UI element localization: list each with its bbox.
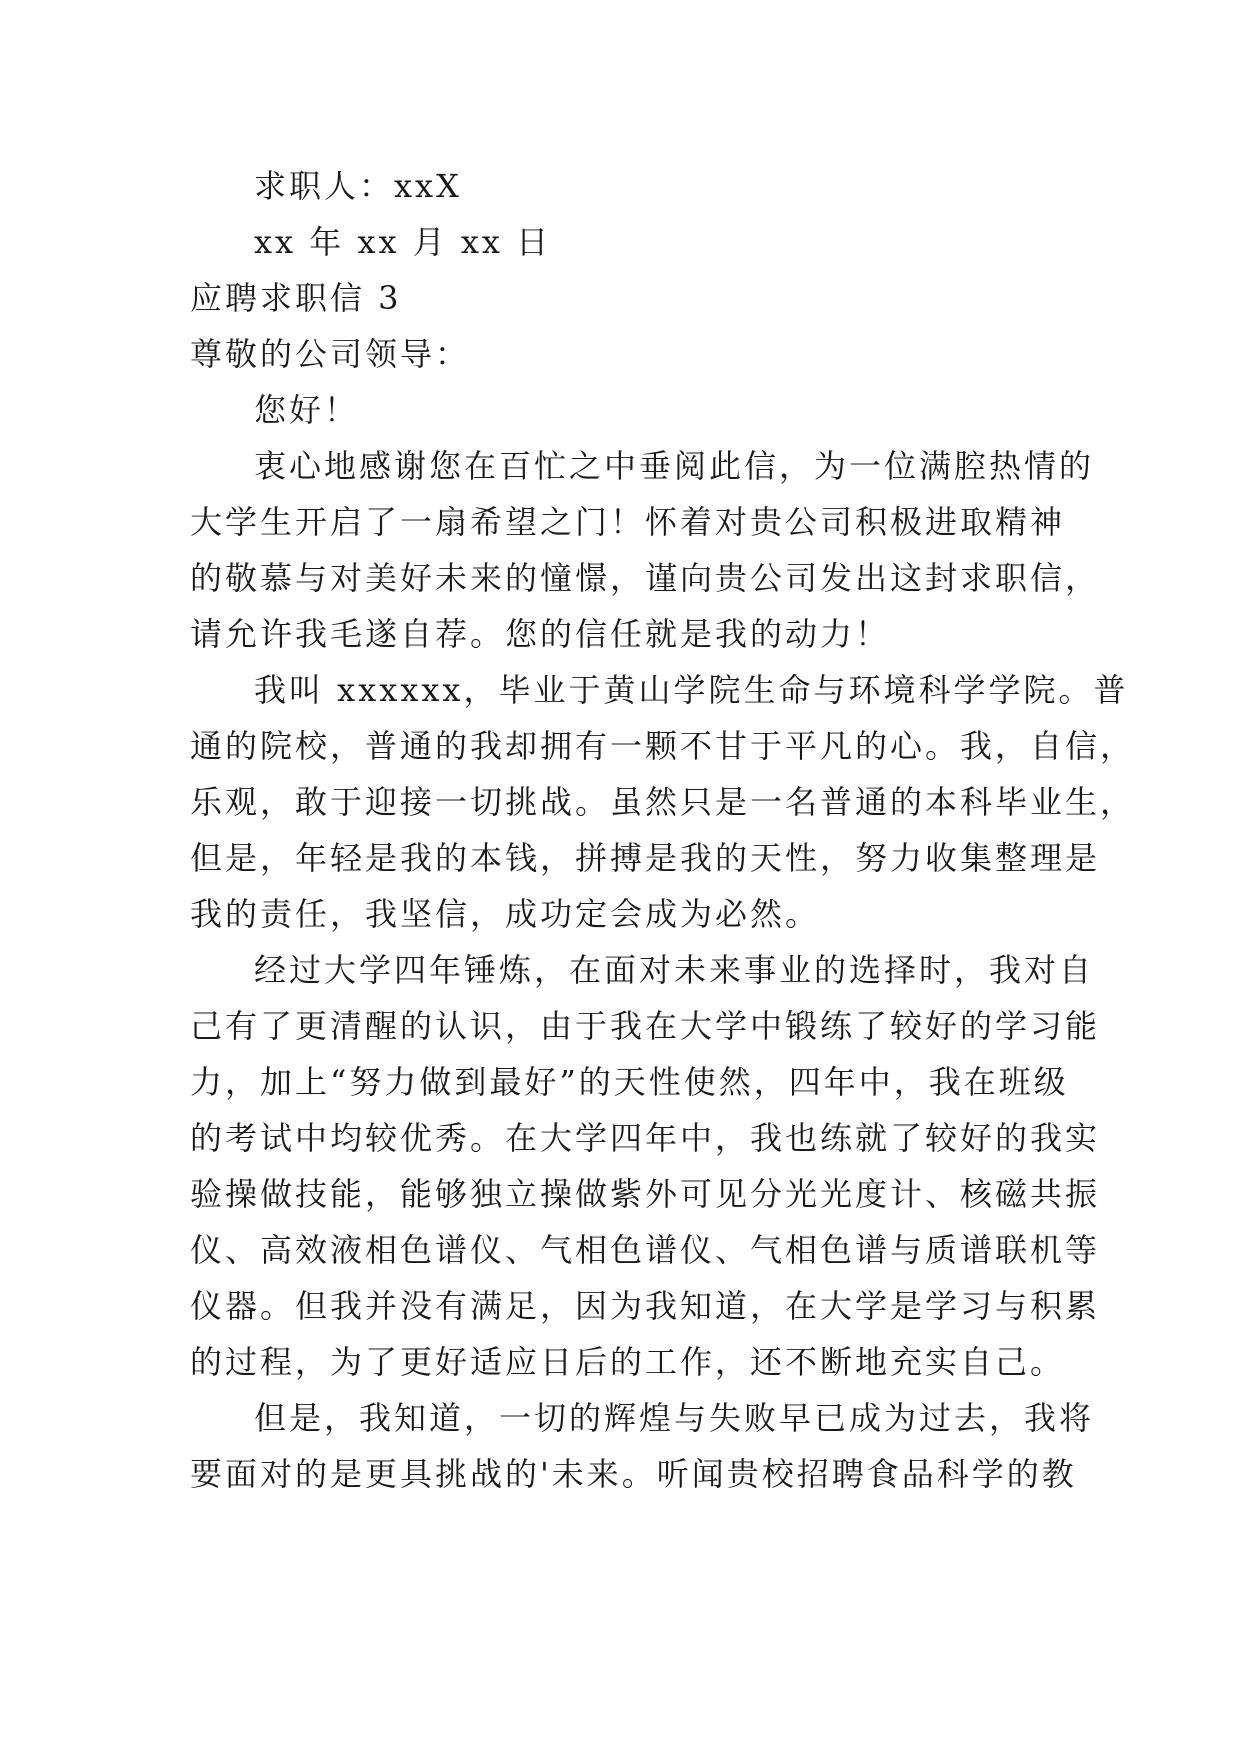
paragraph-line: 经过大学四年锤炼，在面对未来事业的选择时，我对自	[254, 951, 1095, 989]
paragraph-line: 的考试中均较优秀。在大学四年中，我也练就了较好的我实	[190, 1119, 1101, 1157]
paragraph-line: 乐观，敢于迎接一切挑战。虽然只是一名普通的本科毕业生，	[190, 783, 1136, 821]
paragraph-line: 但是，年轻是我的本钱，拼搏是我的天性，努力收集整理是	[190, 839, 1101, 877]
paragraph-line: 仪、高效液相色谱仪、气相色谱仪、气相色谱与质谱联机等	[190, 1231, 1101, 1269]
paragraph-line: 但是，我知道，一切的辉煌与失败早已成为过去，我将	[254, 1399, 1095, 1437]
letter-greeting: 您好！	[254, 391, 360, 429]
paragraph-line: 己有了更清醒的认识，由于我在大学中锻练了较好的学习能	[190, 1007, 1101, 1045]
paragraph-line: 要面对的是更具挑战的'未来。听闻贵校招聘食品科学的教	[190, 1455, 1077, 1493]
paragraph-line: 大学生开启了一扇希望之门！怀着对贵公司积极进取精神	[190, 503, 1066, 541]
paragraph-line: 的过程，为了更好适应日后的工作，还不断地充实自己。	[190, 1343, 1066, 1381]
paragraph-line: 验操做技能，能够独立操做紫外可见分光光度计、核磁共振	[190, 1175, 1101, 1213]
letter-salutation: 尊敬的公司领导：	[190, 335, 471, 373]
paragraph-line: 我的责任，我坚信，成功定会成为必然。	[190, 895, 821, 933]
applicant-signature: 求职人：xxX	[254, 167, 462, 205]
paragraph-line: 请允许我毛遂自荐。您的信任就是我的动力！	[190, 615, 891, 653]
paragraph-line: 力，加上“努力做到最好”的天性使然，四年中，我在班级	[190, 1063, 1069, 1101]
letter-title: 应聘求职信 3	[190, 279, 402, 317]
paragraph-line: 通的院校，普通的我却拥有一颗不甘于平凡的心。我，自信，	[190, 727, 1136, 765]
paragraph-line: 仪器。但我并没有满足，因为我知道，在大学是学习与积累	[190, 1287, 1101, 1325]
paragraph-line: 的敬慕与对美好未来的憧憬，谨向贵公司发出这封求职信，	[190, 559, 1101, 597]
paragraph-line: 衷心地感谢您在百忙之中垂阅此信，为一位满腔热情的	[254, 447, 1095, 485]
signature-date: xx 年 xx 月 xx 日	[254, 223, 552, 261]
paragraph-line: 我叫 xxxxxx，毕业于黄山学院生命与环境科学学院。普	[254, 671, 1129, 709]
